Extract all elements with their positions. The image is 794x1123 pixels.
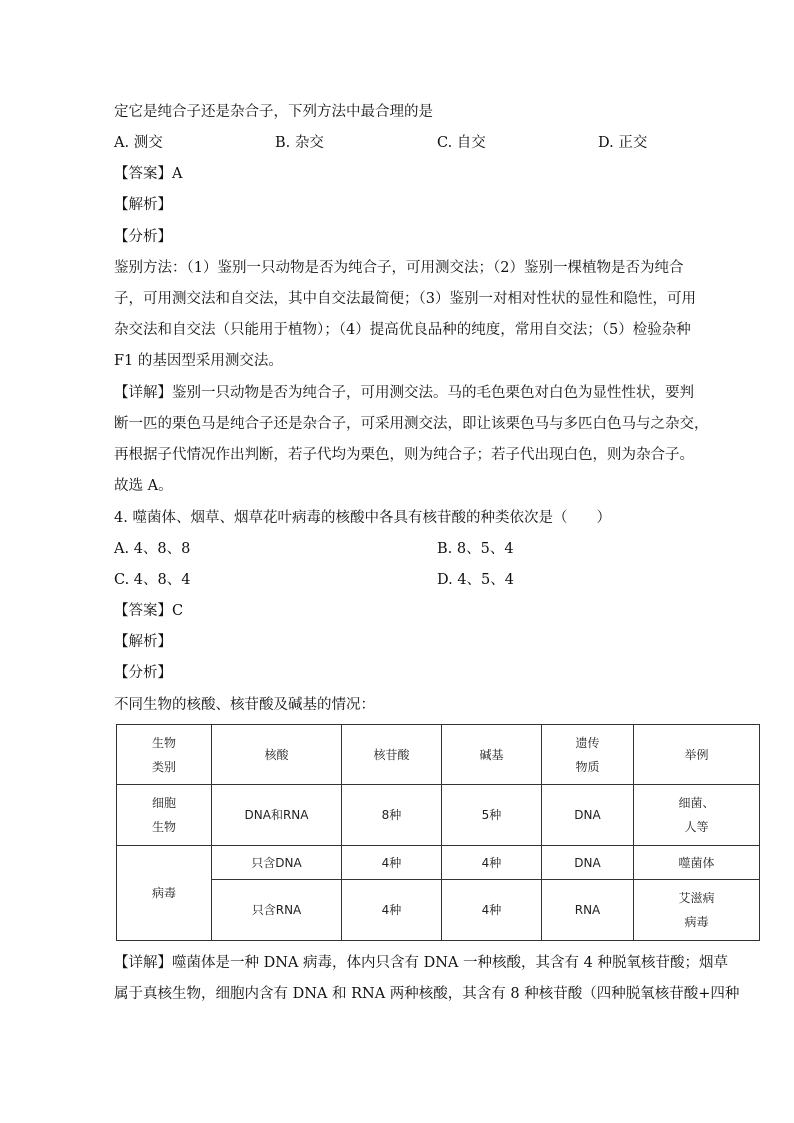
q3-detail-line: 故选 A。 — [114, 478, 173, 494]
cell-nucleic-acid: DNA和RNA — [212, 785, 342, 846]
q4-detail-line: 属于真核生物，细胞内含有 DNA 和 RNA 两种核酸，其含有 8 种核苷酸（四种脱氧核苷酸+四种 — [114, 986, 740, 1002]
q4-jiexi-heading: 【解析】 — [114, 634, 172, 650]
q3-answer: 【答案】A — [114, 166, 183, 182]
cell-base: 4种 — [442, 846, 542, 880]
q3-analysis-line: 杂交法和自交法（只能用于植物）；（4）提高优良品种的纯度，常用自交法；（5）检验杂种 — [114, 322, 691, 338]
q3-analysis-line: F1 的基因型采用测交法。 — [114, 353, 283, 369]
cell-nucleotide: 4种 — [342, 880, 442, 941]
cell-example: 细菌、 人等 — [634, 785, 760, 846]
cell-base: 5种 — [442, 785, 542, 846]
table-row — [117, 846, 760, 880]
header-category: 生物 类别 — [117, 725, 212, 785]
q3-detail-line: 【详解】鉴别一只动物是否为纯合子，可用测交法。马的毛色栗色对白色为显性性状，要判 — [114, 385, 694, 401]
table-row — [117, 880, 760, 941]
q4-stem: 4. 噬菌体、烟草、烟草花叶病毒的核酸中各具有核苷酸的种类依次是（ ） — [114, 510, 611, 526]
cell-example: 噬菌体 — [634, 846, 760, 880]
q3-analysis-line: 鉴别方法：（1）鉴别一只动物是否为纯合子，可用测交法；（2）鉴别一棵植物是否为纯合 — [114, 260, 684, 276]
cell-nucleotide: 4种 — [342, 846, 442, 880]
q4-option-a: A. 4、8、8 — [114, 541, 191, 557]
cell-genetic-material: DNA — [542, 785, 634, 846]
q4-table-intro: 不同生物的核酸、核苷酸及碱基的情况： — [114, 697, 375, 713]
cell-nucleotide: 8种 — [342, 785, 442, 846]
q3-stem-tail: 定它是纯合子还是杂合子，下列方法中最合理的是 — [114, 104, 433, 120]
cell-genetic-material: RNA — [542, 880, 634, 941]
q3-fenxi-heading: 【分析】 — [114, 229, 172, 245]
cell-example: 艾滋病 病毒 — [634, 880, 760, 941]
cell-nucleic-acid: 只含DNA — [212, 846, 342, 880]
q4-option-d: D. 4、5、4 — [437, 572, 515, 588]
cell-base: 4种 — [442, 880, 542, 941]
header-nucleotide: 核苷酸 — [342, 725, 442, 785]
cell-category: 病毒 — [117, 846, 212, 941]
header-base: 碱基 — [442, 725, 542, 785]
q3-detail-line: 断一匹的栗色马是纯合子还是杂合子，可采用测交法，即让该栗色马与多匹白色马与之杂交， — [114, 416, 709, 432]
table-row — [117, 785, 760, 846]
q3-option-b: B. 杂交 — [275, 135, 324, 151]
q4-option-b: B. 8、5、4 — [437, 541, 514, 557]
q3-option-a: A. 测交 — [114, 135, 163, 151]
cell-genetic-material: DNA — [542, 846, 634, 880]
header-example: 举例 — [634, 725, 760, 785]
q4-fenxi-heading: 【分析】 — [114, 665, 172, 681]
q4-answer: 【答案】C — [114, 603, 184, 619]
cell-category: 细胞 生物 — [117, 785, 212, 846]
q3-option-c: C. 自交 — [437, 135, 486, 151]
table-header-row — [117, 725, 760, 785]
nucleic-acid-table — [116, 724, 760, 941]
q4-option-c: C. 4、8、4 — [114, 572, 191, 588]
header-nucleic-acid: 核酸 — [212, 725, 342, 785]
q3-jiexi-heading: 【解析】 — [114, 197, 172, 213]
q3-option-d: D. 正交 — [598, 135, 648, 151]
q3-analysis-line: 子，可用测交法和自交法，其中自交法最简便；（3）鉴别一对相对性状的显性和隐性，可用 — [114, 291, 696, 307]
header-genetic-material: 遗传 物质 — [542, 725, 634, 785]
q4-detail-line: 【详解】噬菌体是一种 DNA 病毒，体内只含有 DNA 一种核酸，其含有 4 种脱氧核苷酸；烟草 — [114, 955, 728, 971]
q3-detail-line: 再根据子代情况作出判断，若子代均为栗色，则为纯合子；若子代出现白色，则为杂合子。 — [114, 447, 694, 463]
cell-nucleic-acid: 只含RNA — [212, 880, 342, 941]
